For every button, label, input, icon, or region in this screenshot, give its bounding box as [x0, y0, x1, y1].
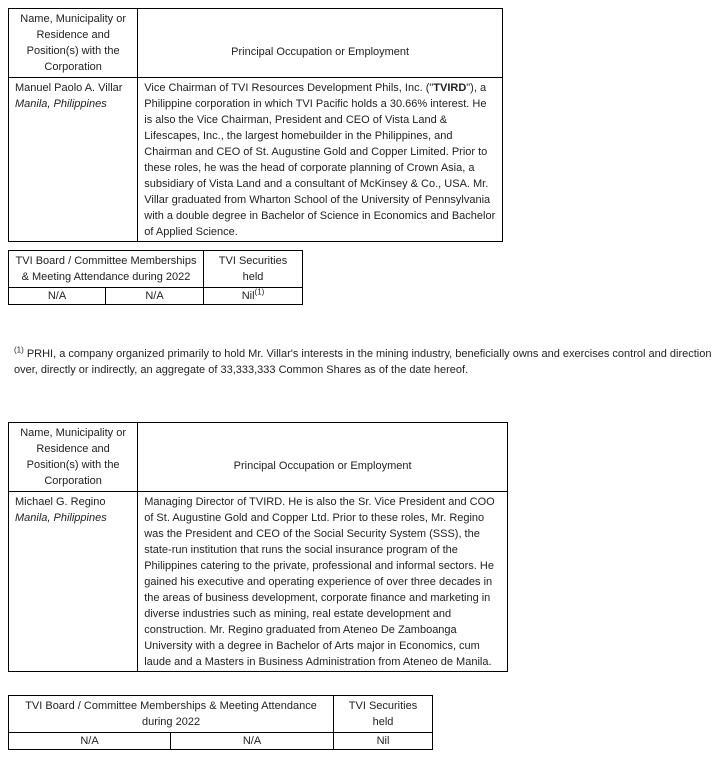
occupation-column-header: Principal Occupation or Employment	[138, 423, 508, 492]
memberships-value: N/A	[9, 733, 171, 750]
footnote-reference: (1)	[254, 287, 265, 297]
attendance-value: N/A	[171, 733, 334, 750]
securities-value	[204, 288, 303, 305]
securities-value-text: Nil	[241, 290, 255, 302]
director-2-holdings-table	[8, 695, 433, 750]
memberships-header: TVI Board / Committee Memberships & Meeting Attendance during 2022	[9, 696, 334, 733]
director-occupation: Managing Director of TVIRD. He is also the Sr. Vice President and COO of St. Augustine Gold and Copper Ltd. Prior to these roles, Mr. Regino was the President and CEO of the Social Security System (SSS), the state-run institution that runs the social insurance program of the Philippines catering to the private, professional and informal sectors. He gained his executive and operating experience of over three decades in the areas of business development, corporate finance and marketing in diverse industries such as mining, real estate development and construction. Mr. Regino graduated from Ateneo De Zamboanga University with a degree in Bachelor of Arts major in Economics, cum laude and a Masters in Business Administration from Ateneo de Manila.	[138, 492, 508, 672]
table-row	[9, 492, 508, 672]
name-column-header: Name, Municipality or Residence and Position(s) with the Corporation	[9, 423, 138, 492]
attendance-value: N/A	[106, 288, 204, 305]
securities-header: TVI Securities held	[204, 251, 303, 288]
director-residence: Manila, Philippines	[15, 98, 107, 110]
name-column-header: Name, Municipality or Residence and Position(s) with the Corporation	[9, 9, 138, 78]
table-header-row	[9, 423, 508, 492]
director-2-profile-table	[8, 422, 508, 672]
occupation-text-rest: "), a Philippine corporation in which TVI Pacific holds a 30.66% interest. He is also the Vice Chairman, President and CEO of Vista Land & Lifescapes, Inc., the largest homebuilder in the Philippines, and Chairman and CEO of St. Augustine Gold and Copper Limited. Prior to these roles, he was the head of corporate planning of Crown Asia, a subsidiary of Vista Land and a consultant of McKinsey & Co., USA. Mr. Villar graduated from Wharton School of the University of Pennsylvania with a double degree in Bachelor of Science in Economics and Bachelor of Applied Science.	[144, 82, 496, 238]
memberships-header: TVI Board / Committee Memberships & Meeting Attendance during 2022	[9, 251, 204, 288]
footnote-marker: (1)	[14, 345, 24, 355]
director-name: Michael G. Regino	[15, 496, 106, 508]
memberships-value: N/A	[9, 288, 106, 305]
securities-header: TVI Securities held	[334, 696, 433, 733]
table-row	[9, 733, 433, 750]
table-row	[9, 78, 503, 242]
director-1-profile-table	[8, 8, 503, 242]
director-1-holdings-table	[8, 250, 303, 305]
director-name-cell	[9, 78, 138, 242]
securities-value: Nil	[334, 733, 433, 750]
director-occupation	[138, 78, 503, 242]
footnote-text: PRHI, a company organized primarily to hold Mr. Villar's interests in the mining industry, beneficially owns and exercises control and direction over, directly or indirectly, an aggregate of 33,333,333 Common Shares as of the date hereof.	[14, 348, 712, 376]
director-name: Manuel Paolo A. Villar	[15, 82, 123, 94]
occupation-text-start: Vice Chairman of TVI Resources Development Phils, Inc. ("	[144, 82, 434, 94]
occupation-column-header: Principal Occupation or Employment	[138, 9, 503, 78]
table-row	[9, 288, 303, 305]
table-header-row	[9, 696, 433, 733]
footnote	[14, 346, 725, 378]
table-header-row	[9, 9, 503, 78]
occupation-abbrev-bold: TVIRD	[433, 82, 467, 94]
director-residence: Manila, Philippines	[15, 512, 107, 524]
table-header-row	[9, 251, 303, 288]
director-name-cell	[9, 492, 138, 672]
